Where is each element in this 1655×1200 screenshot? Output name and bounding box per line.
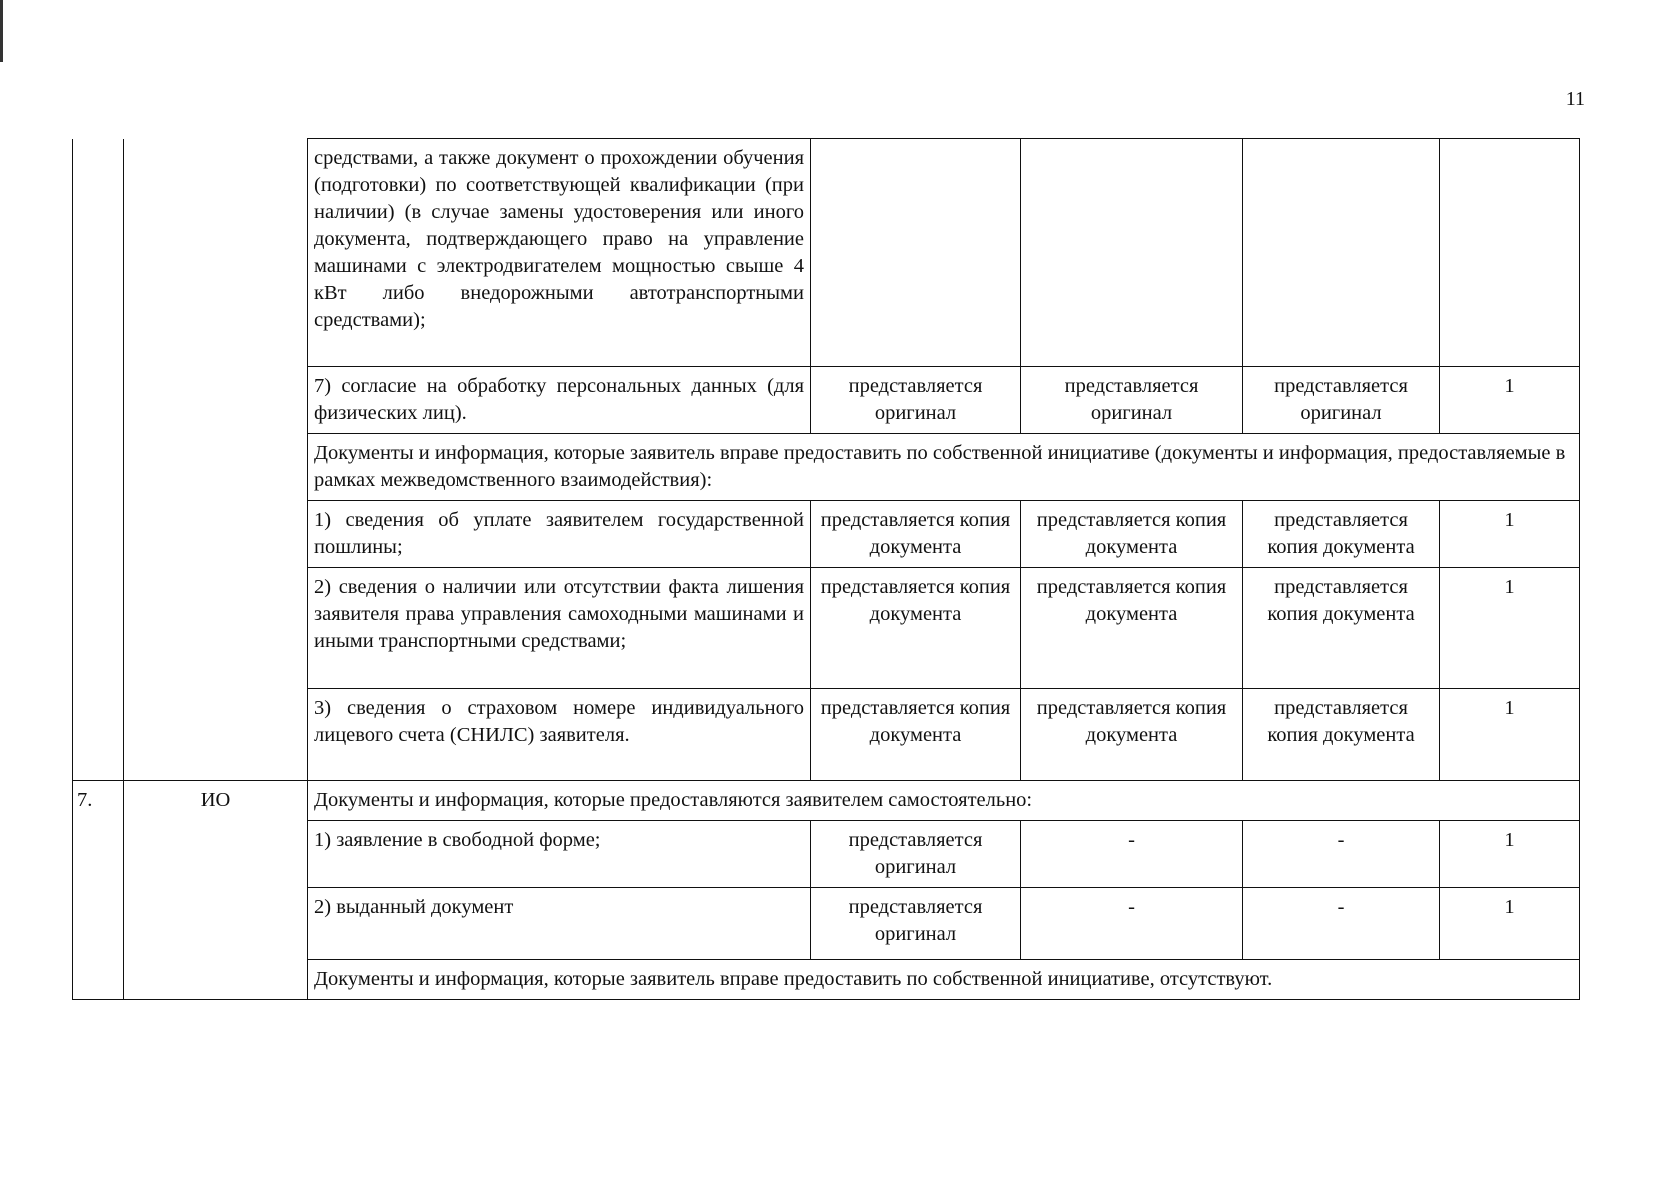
count-cell: 1: [1440, 501, 1580, 568]
count-cell: 1: [1440, 367, 1580, 434]
document-description: 3) сведения о страховом номере индивидуального лицевого счета (СНИЛС) заявителя.: [308, 689, 811, 781]
section-subheader: Документы и информация, которые предоставляются заявителем самостоятельно:: [308, 781, 1580, 821]
document-description: 2) сведения о наличии или отсутствии факта лишения заявителя права управления самоходными машинами и иными транспортными средствами;: [308, 568, 811, 689]
document-description: 7) согласие на обработку персональных данных (для физических лиц).: [308, 367, 811, 434]
form-cell-2: представляется копия документа: [1021, 568, 1243, 689]
document-description: 1) сведения об уплате заявителем государственной пошлины;: [308, 501, 811, 568]
cell-empty: [1440, 139, 1580, 367]
form-cell-2: -: [1021, 888, 1243, 960]
form-cell-2: представляется копия документа: [1021, 689, 1243, 781]
form-cell-1: представляется оригинал: [811, 367, 1021, 434]
form-cell-2: представляется копия документа: [1021, 501, 1243, 568]
documents-table: [72, 138, 1580, 1000]
number-cell-empty: [73, 139, 124, 781]
service-abbreviation: ИО: [124, 781, 308, 1000]
cell-empty: [1243, 139, 1440, 367]
table-row: [73, 139, 1580, 367]
count-cell: 1: [1440, 568, 1580, 689]
count-cell: 1: [1440, 888, 1580, 960]
form-cell-3: представляется копия документа: [1243, 568, 1440, 689]
document-description: 2) выданный документ: [308, 888, 811, 960]
form-cell-1: представляется копия документа: [811, 689, 1021, 781]
section-subheader: Документы и информация, которые заявитель вправе предоставить по собственной инициативе (документы и информация, предоставляемые в рамках межведомственного взаимодействия):: [308, 434, 1580, 501]
form-cell-1: представляется оригинал: [811, 821, 1021, 888]
cell-empty: [1021, 139, 1243, 367]
form-cell-1: представляется копия документа: [811, 501, 1021, 568]
form-cell-3: представляется оригинал: [1243, 367, 1440, 434]
form-cell-2: представляется оригинал: [1021, 367, 1243, 434]
document-description: средствами, а также документ о прохождении обучения (подготовки) по соответствующей квалификации (при наличии) (в случае замены удостоверения или иного документа, подтверждающего право на управление машинами с электродвигателем мощностью свыше 4 кВт либо внедорожными автотранспортными средствами);: [308, 139, 811, 367]
count-cell: 1: [1440, 821, 1580, 888]
form-cell-3: представляется копия документа: [1243, 689, 1440, 781]
document-description: 1) заявление в свободной форме;: [308, 821, 811, 888]
form-cell-3: -: [1243, 888, 1440, 960]
scan-edge-mark: [0, 0, 3, 62]
service-cell-empty: [124, 139, 308, 781]
section-number: 7.: [73, 781, 124, 1000]
form-cell-1: представляется оригинал: [811, 888, 1021, 960]
form-cell-2: -: [1021, 821, 1243, 888]
count-cell: 1: [1440, 689, 1580, 781]
form-cell-1: представляется копия документа: [811, 568, 1021, 689]
form-cell-3: представляется копия документа: [1243, 501, 1440, 568]
form-cell-3: -: [1243, 821, 1440, 888]
cell-empty: [811, 139, 1021, 367]
table-row: [73, 781, 1580, 821]
page-number: 11: [1565, 88, 1585, 110]
section-subheader: Документы и информация, которые заявитель вправе предоставить по собственной инициативе, отсутствуют.: [308, 960, 1580, 1000]
